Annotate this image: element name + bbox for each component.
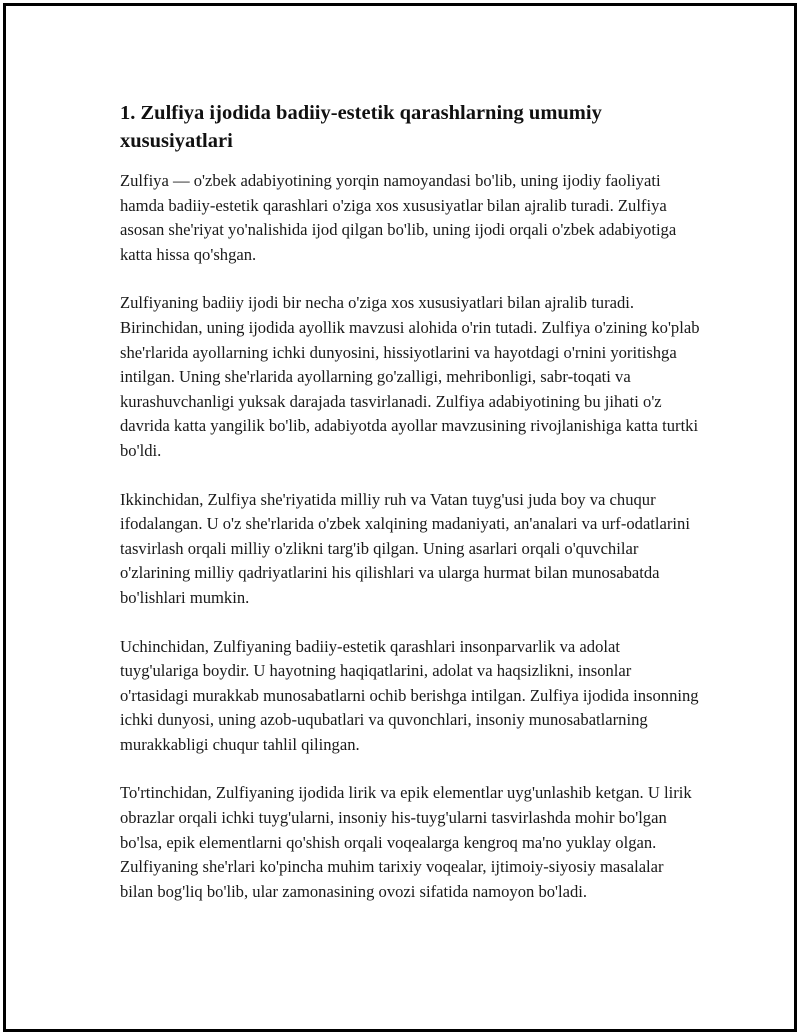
paragraph-first-point: Zulfiyaning badiiy ijodi bir necha o'ziga xos xususiyatlari bilan ajralib turadi. Birinchidan, uning ijodida ayollik mavzusi alohida o'rin tutadi. Zulfiya o'zining ko'plab she'rlarida ayollarning ichki dunyosini, hissiyotlarini va hayotdagi o'rnini yoritishga intilgan. Uning she'rlarida ayollarning go'zalligi, mehribonligi, sabr-toqati va kurashuvchanligi yuksak darajada tasvirlanadi. Zulfiya adabiyotining bu jihati o'z davrida katta yangilik bo'lib, adabiyotda ayollar mavzusining rivojlanishiga katta turtki bo'ldi. bbox=[120, 293, 700, 460]
paragraph-fourth-point: To'rtinchidan, Zulfiyaning ijodida lirik va epik elementlar uyg'unlashib ketgan. U lirik obrazlar orqali ichki tuyg'ularni, insoniy his-tuyg'ularni tasvirlashda mohir bo'lgan bo'lsa, epik elementlarni qo'shish orqali voqealarga kengroq ma'no yuklay olgan. Zulfiyaning she'rlari ko'pincha muhim tarixiy voqealar, ijtimoiy-siyosiy masalalar bilan bog'liq bo'lib, ular zamonasining ovozi sifatida namoyon bo'ladi. bbox=[120, 783, 692, 901]
section-heading: 1. Zulfiya ijodida badiiy-estetik qarashlarning umumiy xususiyatlari bbox=[120, 102, 602, 152]
paragraph-third-point: Uchinchidan, Zulfiyaning badiiy-estetik qarashlari insonparvarlik va adolat tuyg'ulariga boydir. U hayotning haqiqatlarini, adolat va haqsizlikni, insonlar o'rtasidagi murakkab munosabatlarni ochib berishga intilgan. Zulfiya ijodida insonning ichki dunyosi, uning azob-uqubatlari va quvonchlari, insoniy munosabatlarning murakkabligi chuqur tahlil qilingan. bbox=[120, 636, 699, 754]
paragraph-second-point: Ikkinchidan, Zulfiya she'riyatida milliy ruh va Vatan tuyg'usi juda boy va chuqur ifodalangan. U o'z she'rlarida o'zbek xalqining madaniyati, an'analari va urf-odatlarini tasvirlash orqali milliy o'zlikni targ'ib qilgan. Uning asarlari orqali o'quvchilar o'zlarining milliy qadriyatlarini his qilishlari va ularga hurmat bilan munosabatda bo'lishlari mumkin. bbox=[120, 489, 690, 607]
document-page bbox=[3, 3, 797, 1032]
paragraph-intro: Zulfiya — o'zbek adabiyotining yorqin namoyandasi bo'lib, uning ijodiy faoliyati hamda badiiy-estetik qarashlari o'ziga xos xususiyatlar bilan ajralib turadi. Zulfiya asosan she'riyat yo'nalishida ijod qilgan bo'lib, uning ijodi orqali o'zbek adabiyotiga katta hissa qo'shgan. bbox=[120, 171, 677, 264]
document-body bbox=[120, 99, 700, 928]
